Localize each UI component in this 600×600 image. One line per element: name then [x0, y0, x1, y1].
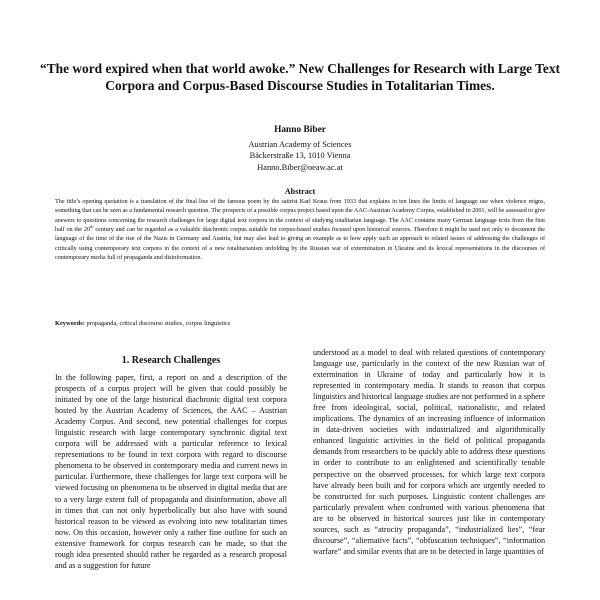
keywords-line [55, 319, 545, 328]
paper-title: “The word expired when that world awoke.” New Challenges for Research with Large Text Corpora and Corpus-Based Discourse Studies in Totalitarian Times. [40, 61, 560, 93]
left-column-paragraph: In the following paper, first, a report on and a description of the prospects of a corpus project will be given that could possibly be initiated by one of the large historical diachronic digital text corpora hosted by the Austrian Academy of Sciences, the AAC – Austrian Academy Corpus. And second, new potential challenges for corpus linguistic research with large contemporary synchronic digital text corpora will be addressed with a particular reference to lexical representations to be found in text corpora with regard to discourse phenomena to be observed in contemporary media and current news in particular. Furthermore, these challenges for large text corpora will be viewed focusing on phenomena to be observed in digital media that are to a very large extent full of propaganda and disinformation, above all in times that can not only hyperbolically but also have with sound historical reason to be viewed as evolving into new totalitarian times now. On this occasion, however only a rather fine outline for such an extensive framework for corpus research can be made, so that the rough idea presented should rather be regarded as a research proposal and as a suggestion for future [55, 373, 287, 570]
keywords-label: Keywords: [55, 320, 85, 327]
section-heading: 1. Research Challenges [121, 355, 221, 366]
right-column-paragraph: understood as a model to deal with related questions of contemporary language use, particularly in the context of the new Russian war of extermination in Ukraine of today and particularly how it is represented in contemporary media. It stands to reason that corpus linguistics and historical language studies are not performed in a sphere free from ideological, social, political, nationalistic, and related implications. The dynamics of an increasing influence of information in data-driven societies with industrialized and algorithmically enhanced linguistic activities in the field of political propaganda demands from researchers to be quickly able to address these questions in order to contribute to an enlightened and scientifically tenable perspective on the observed processes, for which large text corpora have already been built and for corpora which are urgently needed to be constructed for such purposes. Linguistic content challenges are particularly prevalent when confronted with various phenomena that are to be observed in historical sources just like in contemporary sources, such as “atrocity propaganda”, “industrialized lies”, “fear discourse”, “alternative facts”, “obfuscation techniques”, “information warfare” and similar events that are to be detected in large quantities of [313, 348, 545, 556]
author-affiliation: Austrian Academy of Sciences [248, 139, 352, 149]
author-address: Bäckerstraße 13, 1010 Vienna [249, 151, 351, 161]
author-block [150, 125, 450, 173]
author-email: Hanno.Biber@oeaw.ac.at [257, 162, 343, 172]
abstract-part-2: century and can be regarded as a valuable diachronic corpus suitable for corpus-based studies focused upon historical sources. Therefore it might be used not only to document the language of the time of the rise of the Nazis in Germany and Austria, but may also lead to giving an example as to how apply such an approach to related issues of addressing the challenges of critically using contemporary text corpora in the context of a new totalitarianism unfolding by the Russian war of extermination in Ukraine and its lexical representations in the discourses of contemporary media full of propaganda and disinformation. [55, 226, 545, 262]
abstract-text [55, 197, 545, 262]
right-column [313, 347, 545, 557]
keywords-text: propaganda, critical discourse studies, corpus linguistics [86, 320, 231, 327]
left-column [55, 354, 287, 571]
abstract-heading: Abstract [284, 187, 316, 196]
abstract-superscript: th [90, 223, 94, 229]
author-name: Hanno Biber [274, 125, 326, 135]
abstract-part-1: The title’s opening quotation is a translation of the final line of the famous poem by the satirist Karl Kraus from 1933 that explains in ten lines the limits of language use when violence reigns, something that can be seen as a fundamental research question. The prospects of a possible corpus project based upon the AAC-Austrian Academy Corpus, established in 2001, will be assessed to give answers to questions concerning the research challenges for large digital text corpora in the context of studying totalitarian language. The AAC contains many German language texts from the first half on the 20 [55, 198, 545, 234]
